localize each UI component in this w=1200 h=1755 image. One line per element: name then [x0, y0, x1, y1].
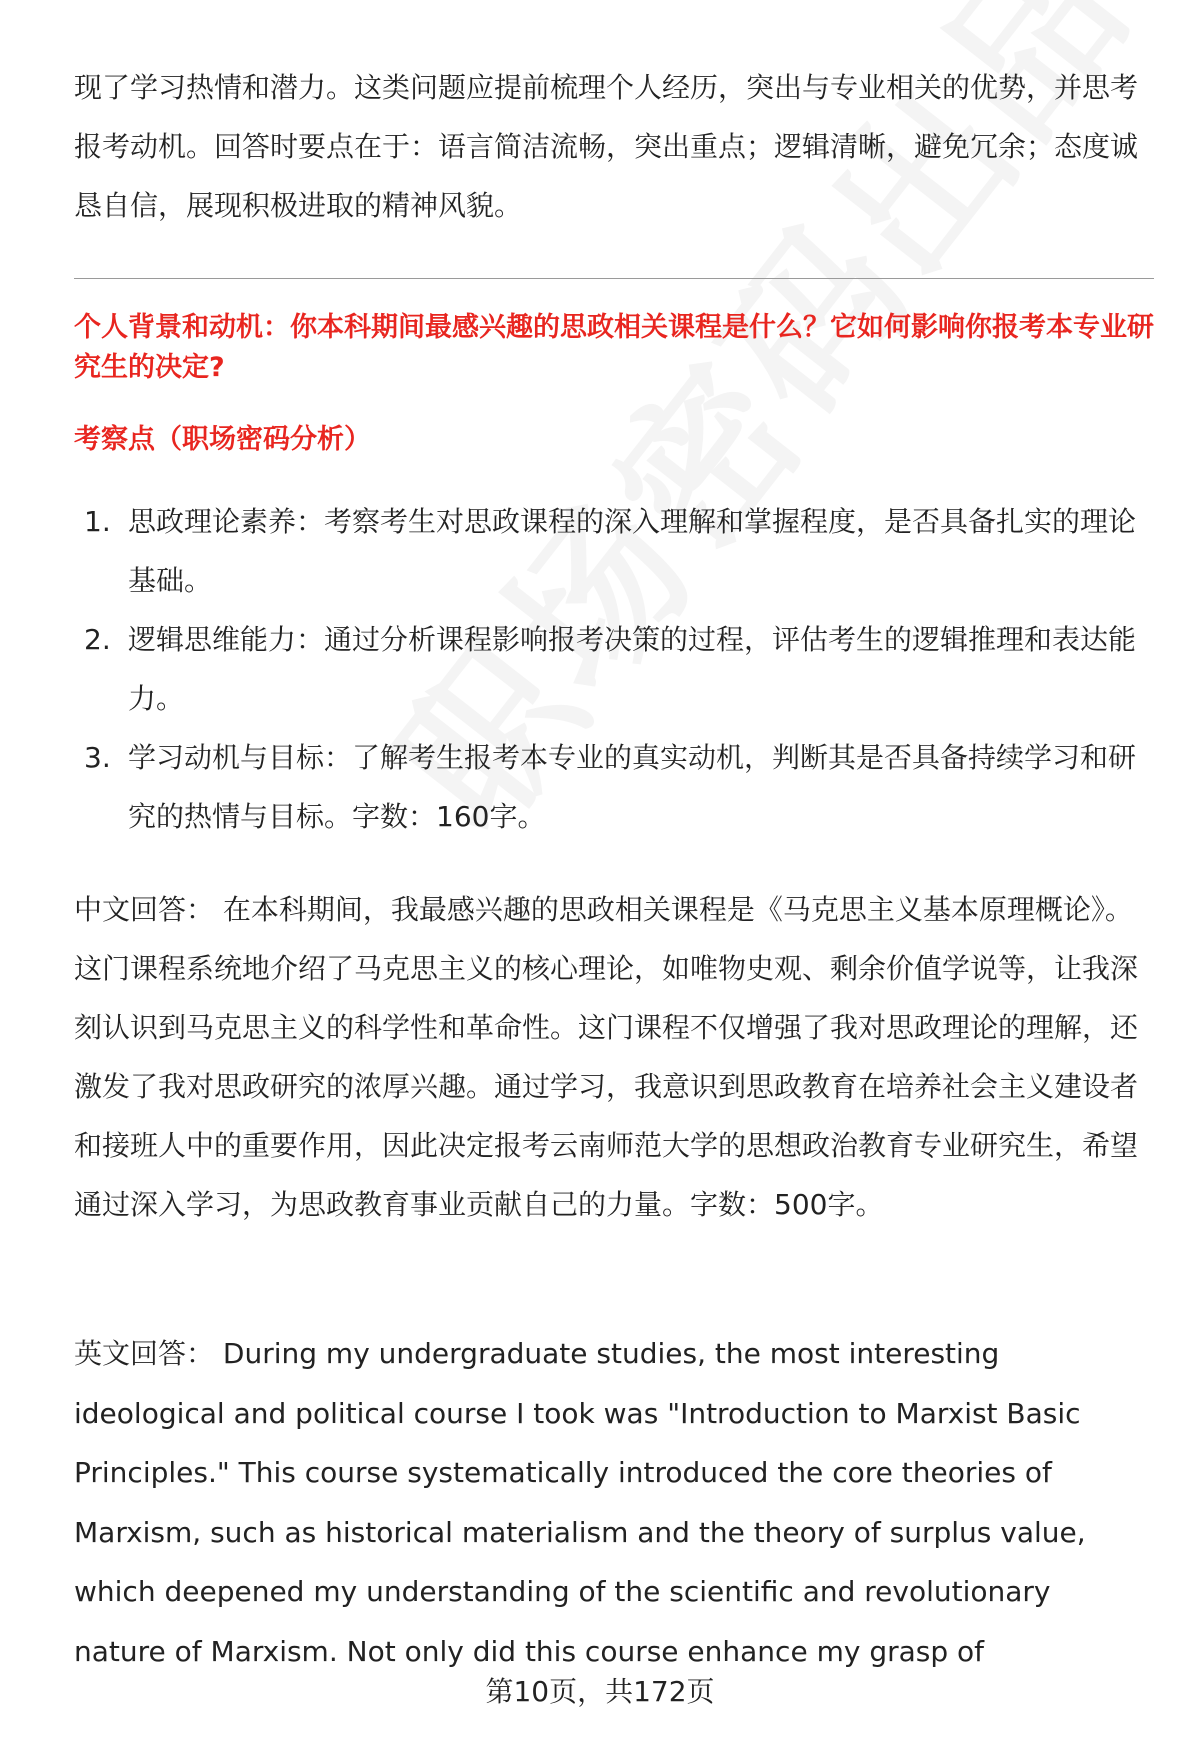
chinese-answer: 中文回答： 在本科期间，我最感兴趣的思政相关课程是《马克思主义基本原理概论》。这门课程系统地介绍了马克思主义的核心理论，如唯物史观、剩余价值学说等，让我深刻认识到马克思主义的科学性和革命性。这门课程不仅增强了我对思政理论的理解，还激发了我对思政研究的浓厚兴趣。通过学习，我意识到思政教育在培养社会主义建设者和接班人中的重要作用，因此决定报考云南师范大学的思想政治教育专业研究生，希望通过深入学习，为思政教育事业贡献自己的力量。字数：500字。: [74, 893, 1139, 1221]
list-item: [74, 728, 1154, 846]
english-answer-line: Marxism, such as historical materialism and the theory of surplus value,: [74, 1515, 1086, 1549]
english-answer-line: Principles." This course systematically introduced the core theories of: [74, 1456, 1052, 1489]
list-item: [74, 610, 1154, 728]
intro-paragraph: 现了学习热情和潜力。这类问题应提前梳理个人经历，突出与专业相关的优势，并思考报考动机。回答时要点在于：语言简洁流畅，突出重点；逻辑清晰，避免冗余；态度诚恳自信，展现积极进取的精神风貌。: [74, 71, 1139, 222]
page-footer: 第10页，共172页: [485, 1675, 715, 1708]
section-divider: [74, 278, 1154, 279]
list-item-text: 学习动机与目标：了解考生报考本专业的真实动机，判断其是否具备持续学习和研究的热情与目标。字数：160字。: [128, 741, 1137, 833]
english-answer-block: [74, 1324, 1154, 1681]
list-item-number: 1.: [84, 505, 111, 538]
list-item-text: 逻辑思维能力：通过分析课程影响报考决策的过程，评估考生的逻辑推理和表达能力。: [128, 623, 1137, 715]
section-title: 考察点（职场密码分析）: [74, 424, 371, 455]
list-item-number: 3.: [84, 741, 111, 774]
english-answer-line: ideological and political course I took was "Introduction to Marxist Basic: [74, 1396, 1081, 1430]
intro-paragraph-block: [74, 58, 1150, 235]
chinese-answer-block: [74, 880, 1154, 1234]
english-answer-line: nature of Marxism. Not only did this course enhance my grasp of: [74, 1634, 985, 1668]
english-answer-line: which deepened my understanding of the scientific and revolutionary: [74, 1575, 1051, 1608]
list-item-number: 2.: [84, 623, 111, 656]
list-item-text: 思政理论素养：考察考生对思政课程的深入理解和掌握程度，是否具备扎实的理论基础。: [128, 505, 1137, 597]
assessment-points-list: [74, 492, 1154, 846]
english-answer-line: 英文回答： During my undergraduate studies, the most interesting: [74, 1337, 1000, 1370]
list-item: [74, 492, 1154, 610]
question-title: 个人背景和动机：你本科期间最感兴趣的思政相关课程是什么？它如何影响你报考本专业研究生的决定?: [74, 312, 1154, 383]
